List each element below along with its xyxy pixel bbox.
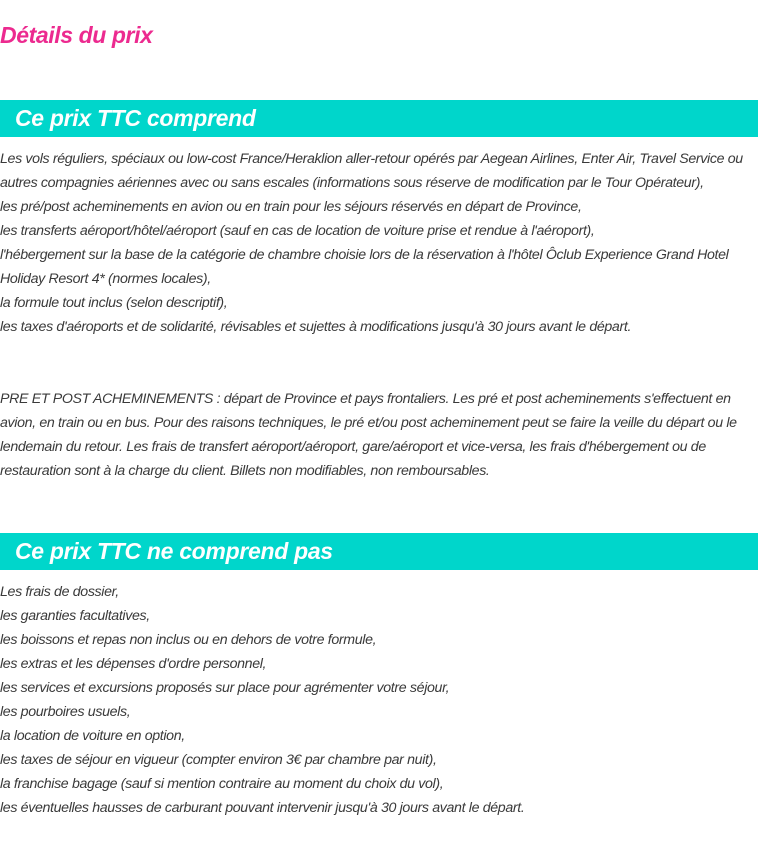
list-item: les pré/post acheminements en avion ou en train pour les séjours réservés en départ de Province,: [0, 199, 582, 215]
included-section-title: Ce prix TTC comprend: [15, 105, 256, 131]
included-items-list: [0, 147, 758, 339]
list-item: les taxes de séjour en vigueur (compter environ 3€ par chambre par nuit),: [0, 752, 437, 768]
list-item: les éventuelles hausses de carburant pouvant intervenir jusqu'à 30 jours avant le départ.: [0, 800, 525, 816]
acheminement-note: [0, 387, 758, 483]
list-item: Les frais de dossier,: [0, 584, 119, 600]
list-item: la location de voiture en option,: [0, 728, 185, 744]
list-item: Les vols réguliers, spéciaux ou low-cost France/Heraklion aller-retour opérés par Aegean Airlines, Enter Air, Travel Service ou autres compagnies aériennes avec ou sans escales (informations sous réserve de modification par le Tour Opérateur),: [0, 151, 743, 191]
list-item: les services et excursions proposés sur place pour agrémenter votre séjour,: [0, 680, 450, 696]
list-item: les transferts aéroport/hôtel/aéroport (sauf en cas de location de voiture prise et rendue à l'aéroport),: [0, 223, 595, 239]
excluded-items-list: [0, 580, 758, 820]
included-section-header: [0, 100, 758, 137]
list-item: les taxes d'aéroports et de solidarité, révisables et sujettes à modifications jusqu'à 30 jours avant le départ.: [0, 319, 632, 335]
excluded-section-title: Ce prix TTC ne comprend pas: [15, 538, 333, 564]
list-item: les garanties facultatives,: [0, 608, 150, 624]
list-item: les pourboires usuels,: [0, 704, 131, 720]
excluded-section-header: [0, 533, 758, 570]
list-item: les boissons et repas non inclus ou en dehors de votre formule,: [0, 632, 377, 648]
list-item: l'hébergement sur la base de la catégorie de chambre choisie lors de la réservation à l'hôtel Ôclub Experience Grand Hotel Holiday Resort 4* (normes locales),: [0, 247, 729, 287]
acheminement-note-text: PRE ET POST ACHEMINEMENTS : départ de Province et pays frontaliers. Les pré et post acheminements s'effectuent en avion, en train ou en bus. Pour des raisons techniques, le pré et/ou post acheminement peut se faire la veille du départ ou le lendemain du retour. Les frais de transfert aéroport/aéroport, gare/aéroport et vice-versa, les frais d'hébergement ou de restauration sont à la charge du client. Billets non modifiables, non remboursables.: [0, 391, 737, 479]
list-item: les extras et les dépenses d'ordre personnel,: [0, 656, 267, 672]
page-title: Détails du prix: [0, 22, 153, 48]
list-item: la franchise bagage (sauf si mention contraire au moment du choix du vol),: [0, 776, 444, 792]
list-item: la formule tout inclus (selon descriptif),: [0, 295, 228, 311]
